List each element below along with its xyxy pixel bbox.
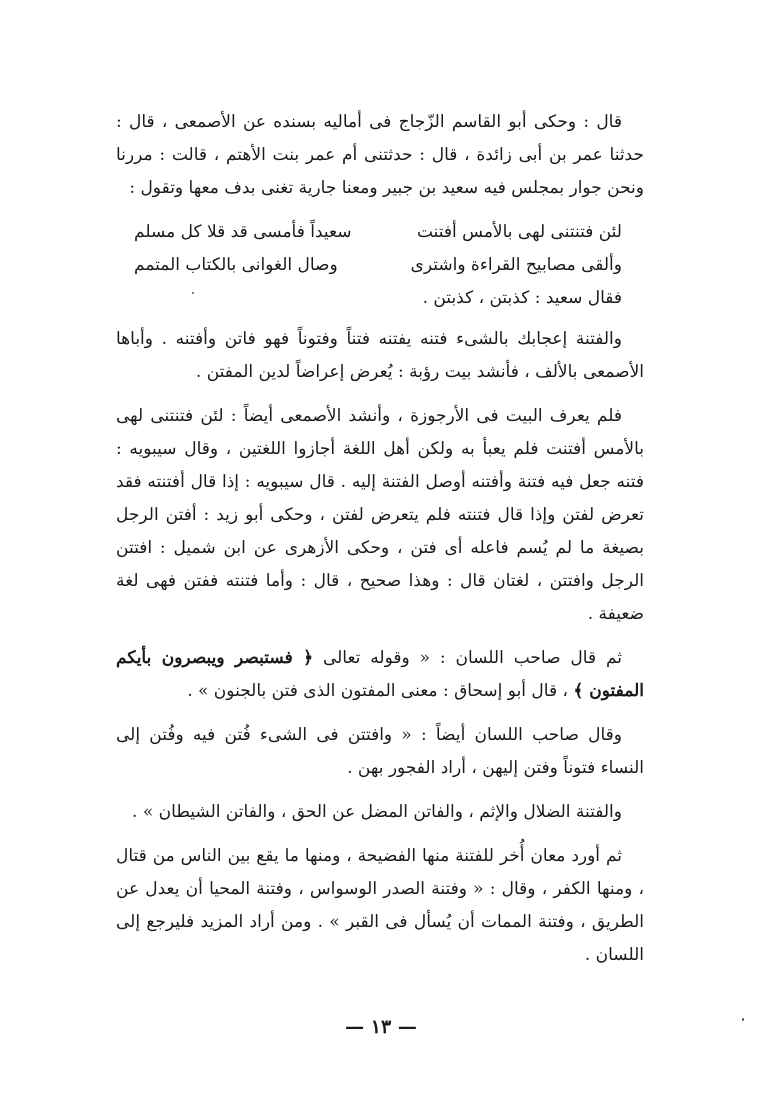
scan-speck [742, 1018, 744, 1021]
verse-2-second-hemistich: وصال الغوانى بالكتاب المتمم [134, 255, 338, 275]
page-number: — ١٣ — [345, 1016, 417, 1038]
page-body [116, 106, 644, 983]
said-reply-line: فقال سعيد : كذبتن ، كذبتن . [422, 288, 622, 308]
paragraph-sibawayh: فلم يعرف البيت فى الأرجوزة ، وأنشد الأصمعى أيضاً : لئن فتنتنى لهى بالأمس أفتنت فلم يعبأ به ولكن أهل اللغة أجازوا اللغتين ، وقال سيبويه : فتنه جعل فيه فتنة وأفتنه أوصل الفتنة إليه . قال سيبويه : إذا قال أفتنته فقد تعرض لفتن وإذا قال فتنته فلم يتعرض لفتن ، وحكى أبو زيد : أفتن الرجل بصيغة ما لم يُسم فاعله أى فتن ، وحكى الأزهرى عن ابن شميل : افتتن الرجل وافتتن ، لغتان قال : وهذا صحيح ، قال : وأما فتنته ففتن فهى لغة ضعيفة . [116, 406, 644, 624]
paragraph-zajjaj-narration: قال : وحكى أبو القاسم الزّجاج فى أماليه بسنده عن الأصمعى ، قال : حدثنا عمر بن أبى زائدة ، قال : حدثتنى أم عمر بنت الأهتم ، قالت : مررنا ونحن جوار بمجلس فيه سعيد بن جبير ومعنا جارية تغنى بدف معها وتقول : [116, 112, 644, 198]
paragraph-fitna-definition: والفتنة إعجابك بالشىء فتنه يفتنه فتناً وفتوناً فهو فاتن وأفتنه . وأباها الأصمعى بالألف ، فأنشد بيت رؤبة : يُعرض إعراضاً لدين المفتن . [116, 329, 644, 382]
paragraph-lisan-also: وقال صاحب اللسان أيضاً : « وافتتن فى الشىء فُتن فيه وفُتن إلى النساء فتوناً وفتن إليهن ، أراد الفجور بهن . [116, 725, 644, 778]
verse-line-1 [116, 216, 644, 249]
verse-1-second-hemistich: سعيداً فأمسى قد قلا كل مسلم [134, 222, 352, 242]
paragraph-other-meanings: ثم أورد معان أُخر للفتنة منها الفضيحة ، ومنها ما يقع بين الناس من قتال ، ومنها الكفر ، وقال : « وفتنة الصدر الوسواس ، وفتنة المحيا أن يعدل عن الطريق ، وفتنة الممات أن يُسأل فى القبر » . ومن أراد المزيد فليرجع إلى اللسان . [116, 846, 644, 965]
poem-verses [116, 216, 644, 315]
quran-quote: ﴿ فستبصر ويبصرون بأيكم المفتون ﴾ [116, 648, 644, 701]
verse-2-first-hemistich: وألقى مصابيح القراءة واشترى [410, 255, 622, 275]
quran-explanation-text: ، قال أبو إسحاق : معنى المفتون الذى فتن بالجنون » . [187, 681, 574, 701]
verse-1-first-hemistich: لئن فتنتنى لهى بالأمس أفتنت [416, 222, 622, 242]
verse-line-2 [116, 249, 644, 282]
paragraph-dalal: والفتنة الضلال والإثم ، والفاتن المضل عن الحق ، والفاتن الشيطان » . [132, 802, 622, 822]
scan-speck [192, 292, 194, 294]
quran-intro-text: ثم قال صاحب اللسان : « وقوله تعالى [313, 648, 622, 668]
paragraph-quran-verse [116, 642, 644, 708]
